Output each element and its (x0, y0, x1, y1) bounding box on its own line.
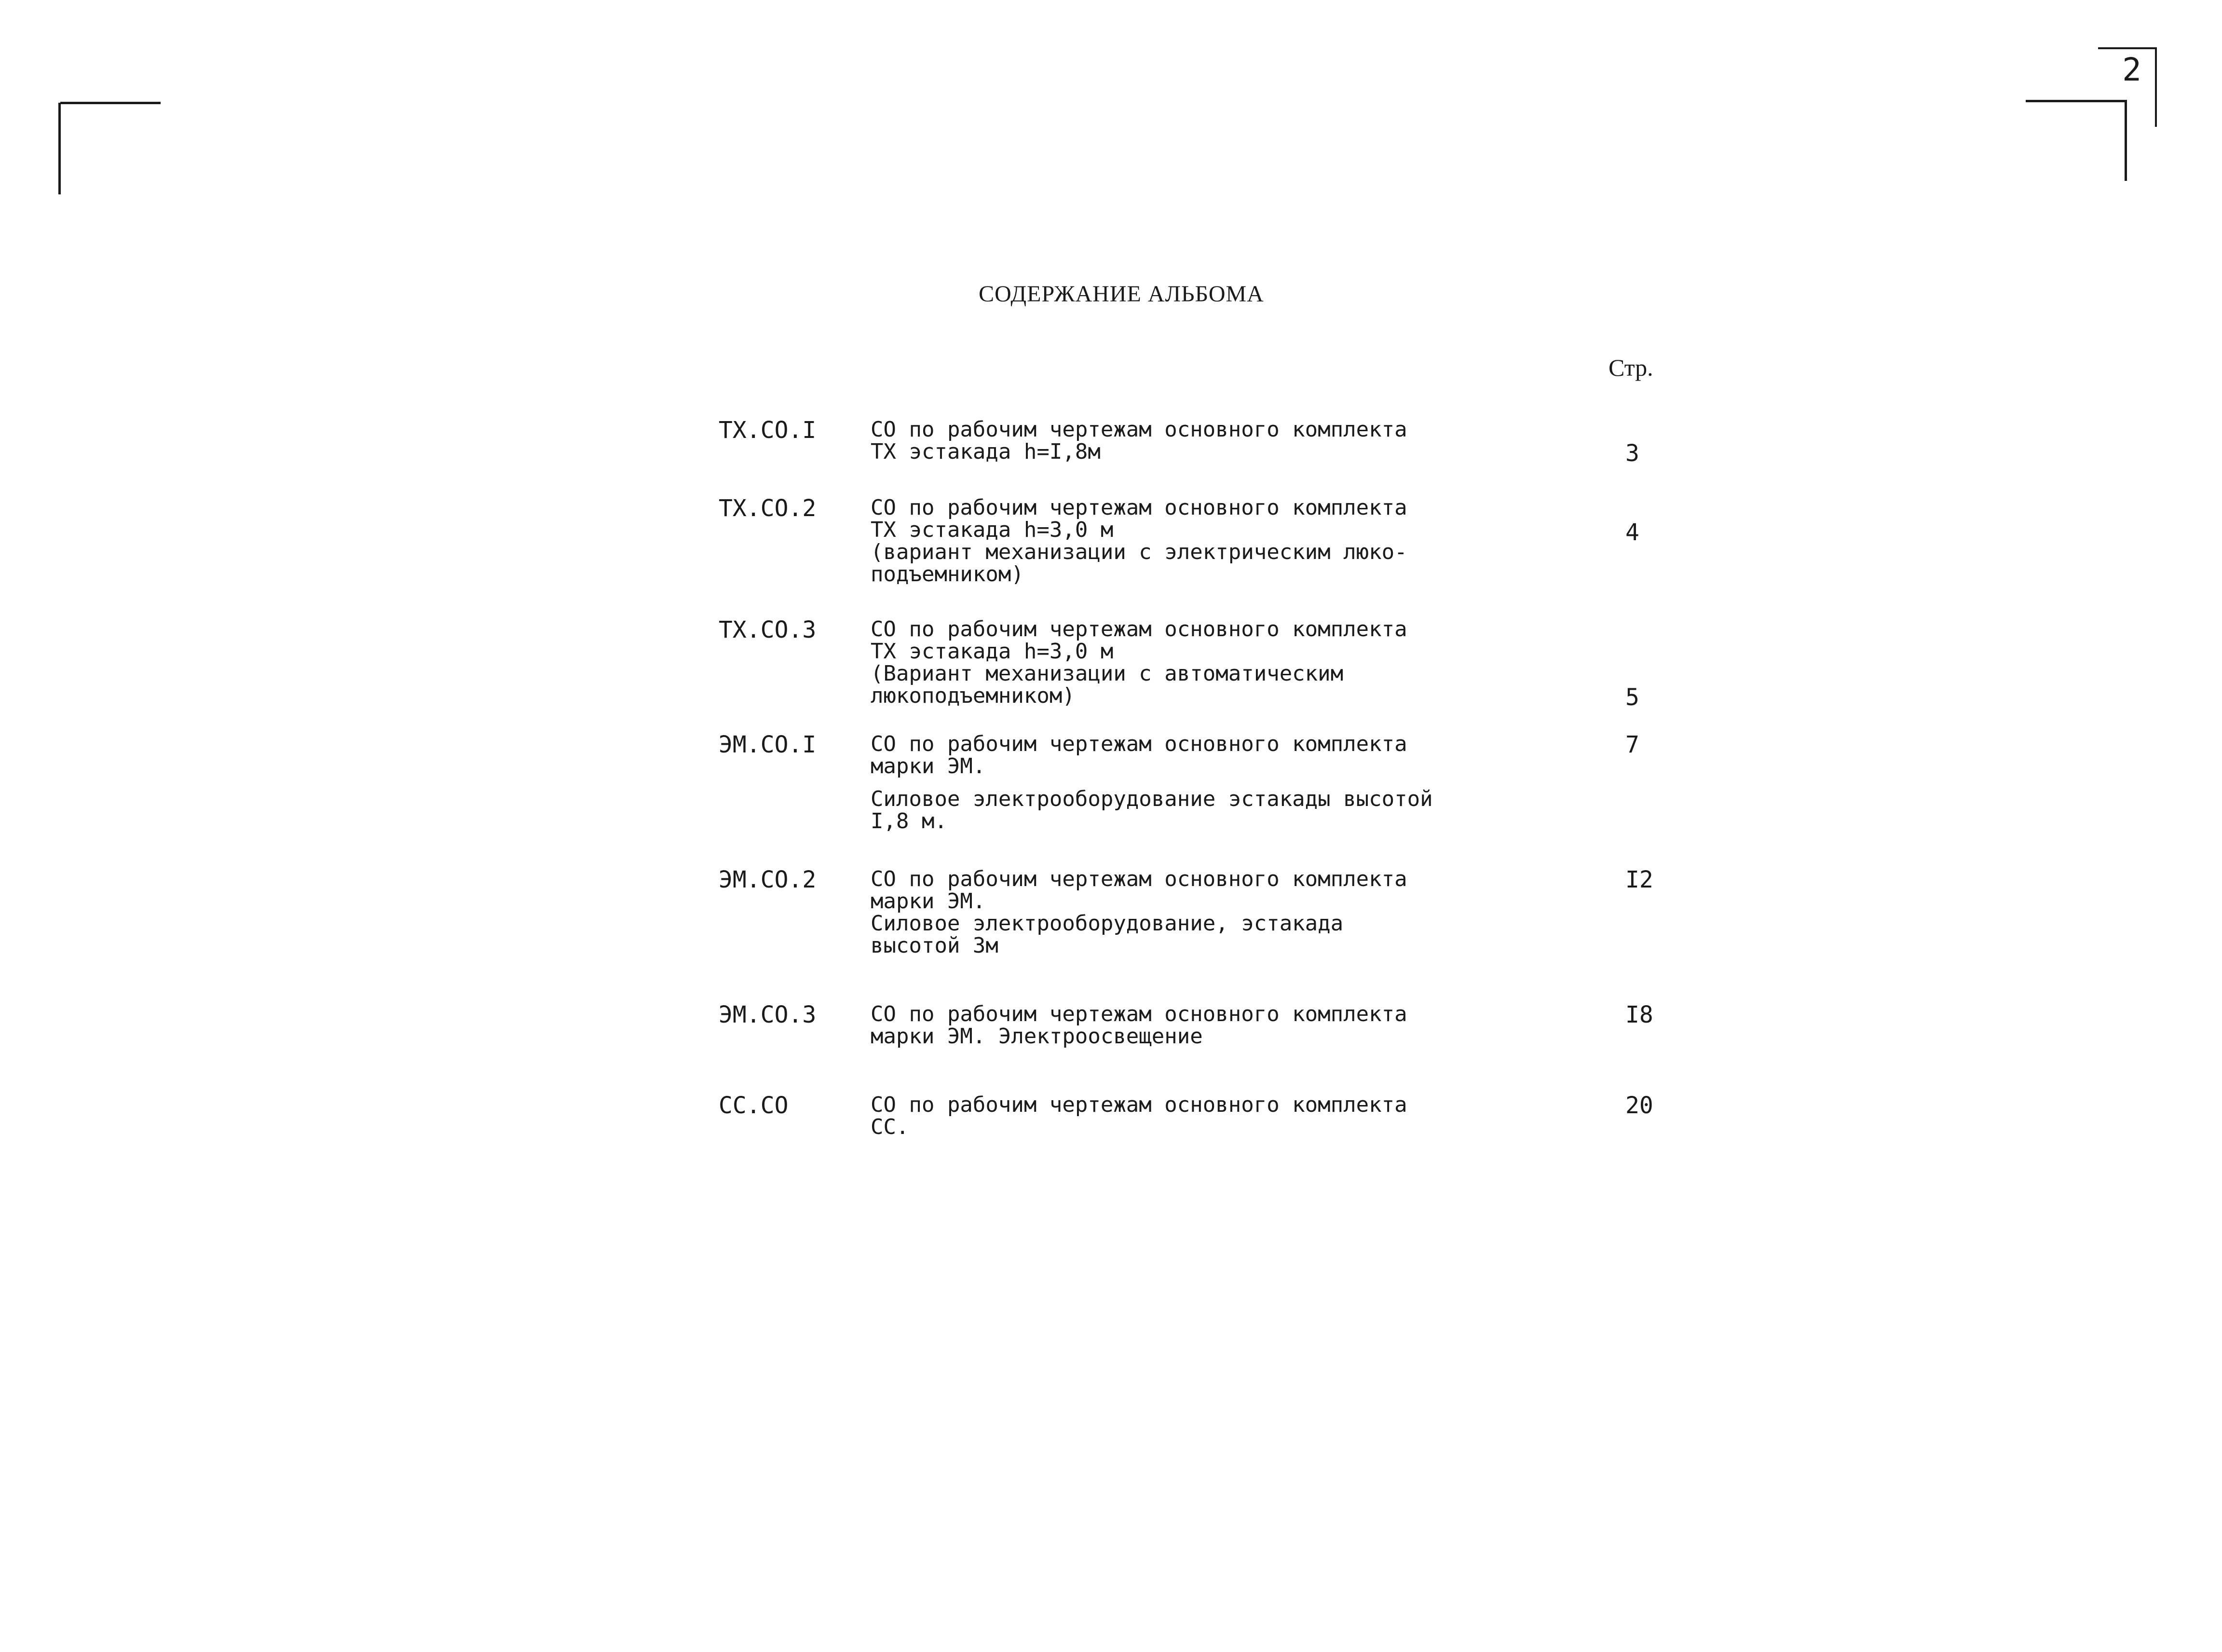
entry-description-line: Силовое электрооборудование, эстакада (871, 911, 1344, 936)
entry-description-line: люкоподъемником) (871, 683, 1075, 708)
entry-code: ЭМ.СО.2 (719, 866, 817, 893)
entry-description (871, 733, 1565, 833)
entry-description (871, 497, 1565, 586)
entry-code: ЭМ.СО.3 (719, 1001, 817, 1028)
corner-mark-top-left-vertical (58, 103, 61, 194)
entry-description-line: СО по рабочим чертежам основного комплекта (871, 732, 1407, 756)
entry-description-line: марки ЭМ. Электроосвещение (871, 1024, 1203, 1049)
entry-description-line: СО по рабочим чертежам основного комплекта (871, 867, 1407, 891)
entry-description (871, 1003, 1565, 1048)
corner-mark-top-right-horizontal (2026, 100, 2127, 102)
entry-page: 20 (1625, 1092, 1653, 1119)
page-column-header: Стр. (1609, 354, 1653, 381)
entry-description-line: высотой 3м (871, 933, 998, 958)
entry-description-line: СО по рабочим чертежам основного комплекта (871, 617, 1407, 642)
entry-description-line: (Вариант механизации с автоматическим (871, 661, 1344, 686)
corner-mark-top-right-vertical (2125, 100, 2127, 181)
entry-description-line: СО по рабочим чертежам основного комплекта (871, 417, 1407, 442)
entry-description-line: подъемником) (871, 562, 1024, 587)
entry-description (871, 419, 1565, 463)
entry-code: ЭМ.СО.I (719, 731, 817, 758)
entry-description-line: СО по рабочим чертежам основного комплекта (871, 1092, 1407, 1117)
entry-code: ТХ.СО.2 (719, 495, 817, 522)
entry-code: ТХ.СО.I (719, 417, 817, 444)
entry-page: 5 (1625, 684, 1639, 711)
corner-mark-top-left-horizontal (60, 102, 161, 104)
entry-description-line: марки ЭМ. (871, 889, 986, 914)
entry-description-line: СО по рабочим чертежам основного комплекта (871, 495, 1407, 520)
entry-code: СС.СО (719, 1092, 789, 1119)
entry-page: 7 (1625, 731, 1639, 758)
entry-description (871, 868, 1565, 957)
entry-description-line: ТХ эстакада h=3,0 м (871, 639, 1114, 664)
entry-description-line: марки ЭМ. (871, 754, 986, 778)
entry-page: I8 (1625, 1001, 1653, 1028)
entry-description-line: (вариант механизации с электрическим люко- (871, 540, 1407, 564)
entry-page: I2 (1625, 866, 1653, 893)
page-number-box-top (2098, 47, 2157, 49)
entry-page: 3 (1625, 440, 1639, 467)
page-number: 2 (2122, 51, 2141, 88)
entry-description (871, 618, 1565, 707)
entry-description-line: Силовое электрооборудование эстакады высотой (871, 787, 1433, 811)
page-number-box-right (2155, 47, 2157, 127)
entry-description-line: ТХ эстакада h=I,8м (871, 439, 1101, 464)
document-title: СОДЕРЖАНИЕ АЛЬБОМА (979, 281, 1264, 307)
entry-description-line: СО по рабочим чертежам основного комплекта (871, 1002, 1407, 1026)
entry-description-line: ТХ эстакада h=3,0 м (871, 518, 1114, 542)
entry-code: ТХ.СО.3 (719, 616, 817, 643)
entry-description (871, 1094, 1565, 1138)
entry-page: 4 (1625, 519, 1639, 546)
entry-description-line: СС. (871, 1115, 909, 1139)
entry-description-line: I,8 м. (871, 809, 947, 833)
